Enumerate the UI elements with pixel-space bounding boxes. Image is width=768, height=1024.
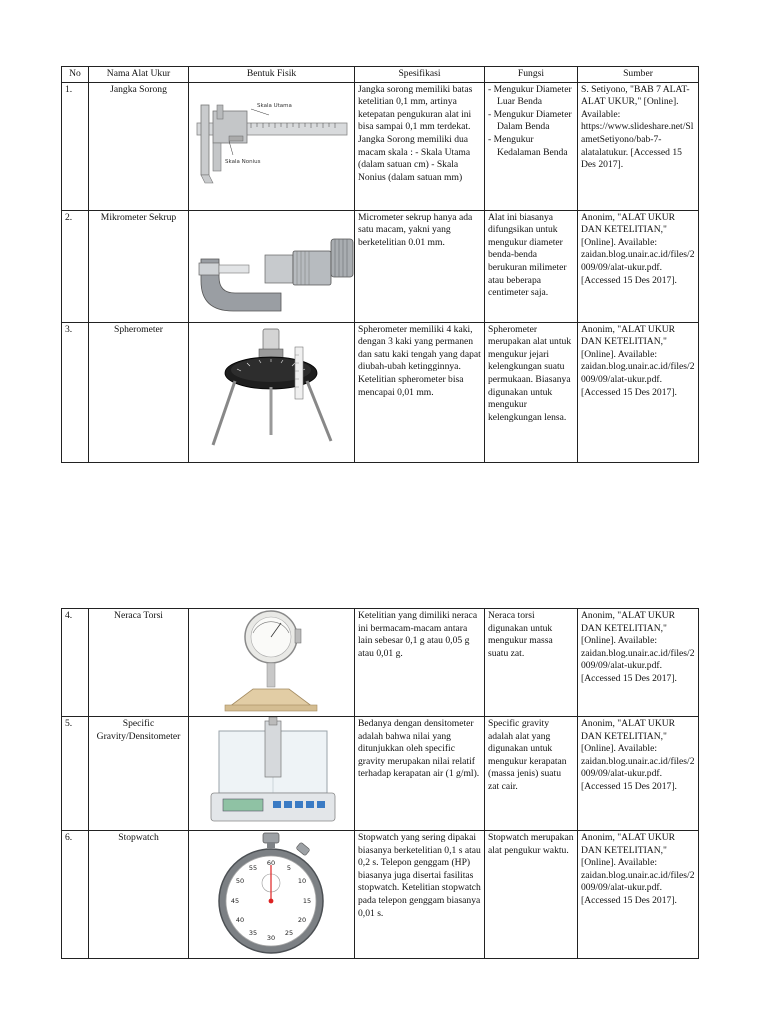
row-name: Jangka Sorong (89, 82, 189, 210)
header-no: No (62, 67, 89, 83)
list-item: - Mengukur Diameter Dalam Benda (488, 108, 572, 133)
function-list (488, 84, 574, 160)
dial-number: 55 (248, 864, 258, 872)
table-row (62, 210, 699, 322)
row-spec: Spherometer memiliki 4 kaki, dengan 3 kaki yang permanen dan satu kaki tengah yang dapat diubah-ubah ketingginnya. Ketelitian spherometer bisa mencapai 0,01 mm. (355, 322, 485, 462)
row-no: 2. (62, 210, 89, 322)
table-row (62, 717, 699, 831)
measuring-tools-table-2 (61, 608, 699, 959)
row-source: Anonim, "ALAT UKUR DAN KETELITIAN," [Online]. Available: zaidan.blog.unair.ac.id/files/2009/09/alat-ukur.pdf. [Accessed 15 Des 2017]. (578, 609, 699, 717)
densitometer-image (189, 717, 355, 831)
row-name: Spherometer (89, 322, 189, 462)
row-spec: Jangka sorong memiliki batas ketelitian 0,1 mm, artinya ketepatan pengukuran alat ini bisa sampai 0,1 mm terdekat. Jangka Sorong memiliki dua macam skala : - Skala Utama (dalam satuan cm) - Skala Nonius (dalam satuan mm) (355, 82, 485, 210)
table-row (62, 609, 699, 717)
row-no: 3. (62, 322, 89, 462)
row-no: 4. (62, 609, 89, 717)
row-function: Neraca torsi digunakan untuk mengukur massa suatu zat. (485, 609, 578, 717)
torsion-balance-image (189, 609, 355, 717)
row-function (485, 82, 578, 210)
row-spec: Stopwatch yang sering dipakai biasanya berketelitian 0,1 s atau 0,2 s. Telepon genggam (HP) biasanya juga disertai fasilitas stopwatch. Ketelitian stopwatch pada telepon genggam biasanya 0,01 s. (355, 831, 485, 959)
caliper-image (189, 82, 355, 210)
row-source: Anonim, "ALAT UKUR DAN KETELITIAN," [Online]. Available: zaidan.blog.unair.ac.id/files/2009/09/alat-ukur.pdf. [Accessed 15 Des 2017]. (578, 322, 699, 462)
row-source: Anonim, "ALAT UKUR DAN KETELITIAN," [Online]. Available: zaidan.blog.unair.ac.id/files/2009/09/alat-ukur.pdf. [Accessed 15 Des 2017]. (578, 210, 699, 322)
dial-number: 40 (235, 916, 245, 924)
micrometer-image (189, 210, 355, 322)
list-item: - Mengukur Kedalaman Benda (488, 133, 568, 158)
dial-number: 45 (230, 897, 240, 905)
row-spec: Micrometer sekrup hanya ada satu macam, yakni yang berketelitian 0.01 mm. (355, 210, 485, 322)
dial-number: 25 (284, 929, 294, 937)
measuring-tools-table-1 (61, 66, 699, 463)
row-spec: Ketelitian yang dimiliki neraca ini bermacam-macam antara lain sebesar 0,1 g atau 0,05 g atau 0,01 g. (355, 609, 485, 717)
caliper-label-main: Skala Utama (257, 102, 292, 109)
dial-number: 15 (302, 897, 312, 905)
dial-number: 35 (248, 929, 258, 937)
row-source: S. Setiyono, "BAB 7 ALAT-ALAT UKUR," [Online]. Available: https://www.slideshare.net/SlametSetiyono/bab-7-alatalatukur. [Accessed 15 Des 2017]. (578, 82, 699, 210)
row-source: Anonim, "ALAT UKUR DAN KETELITIAN," [Online]. Available: zaidan.blog.unair.ac.id/files/2009/09/alat-ukur.pdf. [Accessed 15 Des 2017]. (578, 717, 699, 831)
row-source: Anonim, "ALAT UKUR DAN KETELITIAN," [Online]. Available: zaidan.blog.unair.ac.id/files/2009/09/alat-ukur.pdf. [Accessed 15 Des 2017]. (578, 831, 699, 959)
row-function: Stopwatch merupakan alat pengukur waktu. (485, 831, 578, 959)
list-item: - Mengukur Diameter Luar Benda (488, 83, 572, 108)
row-no: 6. (62, 831, 89, 959)
dial-number: 20 (297, 916, 307, 924)
dial-number: 30 (266, 934, 276, 942)
header-name: Nama Alat Ukur (89, 67, 189, 83)
dial-number: 5 (286, 864, 292, 872)
dial-number: 60 (266, 859, 276, 867)
dial-number: 10 (297, 877, 307, 885)
header-source: Sumber (578, 67, 699, 83)
row-no: 1. (62, 82, 89, 210)
row-spec: Bedanya dengan densitometer adalah bahwa nilai yang ditunjukkan oleh specific gravity merupakan nilai relatif terhadap kerapatan air (1 g/ml). (355, 717, 485, 831)
header-function: Fungsi (485, 67, 578, 83)
header-shape: Bentuk Fisik (189, 67, 355, 83)
row-name: Mikrometer Sekrup (89, 210, 189, 322)
row-no: 5. (62, 717, 89, 831)
row-name: Stopwatch (89, 831, 189, 959)
table-row (62, 322, 699, 462)
row-function: Specific gravity adalah alat yang digunakan untuk mengukur kerapatan (massa jenis) suatu zat cair. (485, 717, 578, 831)
header-spec: Spesifikasi (355, 67, 485, 83)
stopwatch-image (189, 831, 355, 959)
table-row (62, 82, 699, 210)
spherometer-image (189, 322, 355, 462)
table-row (62, 831, 699, 959)
row-function: Spherometer merupakan alat untuk mengukur jejari kelengkungan suatu permukaan. Biasanya digunakan untuk mengukur kelengkungan lensa. (485, 322, 578, 462)
row-name: Specific Gravity/Densitometer (89, 717, 189, 831)
table-header-row (62, 67, 699, 83)
row-name: Neraca Torsi (89, 609, 189, 717)
caliper-label-vernier: Skala Nonius (225, 158, 261, 165)
row-function: Alat ini biasanya difungsikan untuk mengukur diameter benda-benda berukuran milimeter atau beberapa centimeter saja. (485, 210, 578, 322)
dial-number: 50 (235, 877, 245, 885)
